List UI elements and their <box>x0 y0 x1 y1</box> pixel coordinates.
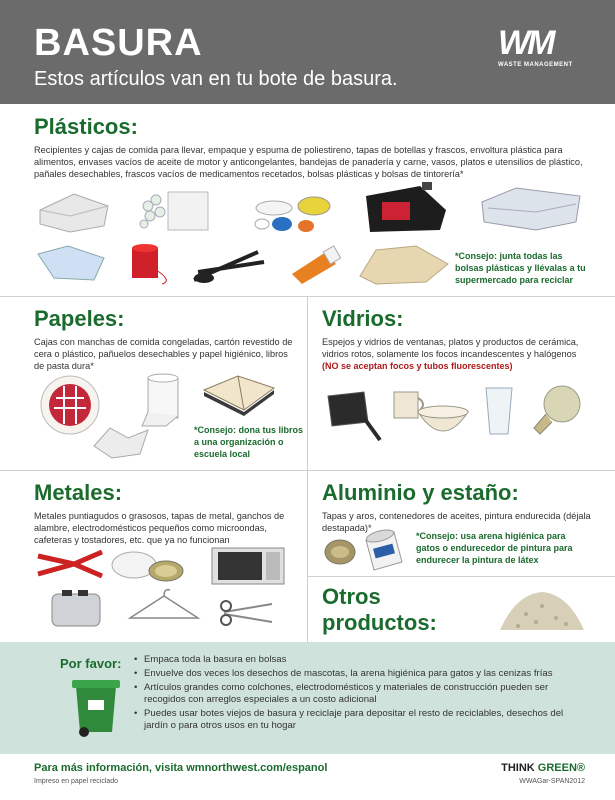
waste-management-logo <box>498 26 586 72</box>
section-plasticos <box>34 114 584 180</box>
por-favor-list <box>134 654 589 734</box>
tissue-image <box>90 420 154 460</box>
page-title: BASURA <box>34 22 203 64</box>
pliers-image <box>34 546 106 580</box>
section-metales <box>34 480 294 546</box>
vidrios-title: Vidrios: <box>322 306 404 331</box>
more-info-link[interactable]: Para más información, visita wmnorthwest.com/espanol <box>34 762 328 774</box>
paint-can-image <box>360 528 408 574</box>
wm-logo-tag: WASTE MANAGEMENT <box>498 62 573 68</box>
list-item: • Artículos grandes como colchones, electrodomésticos y materiales de construcción pueden ser recogidos con arreglos especiales a un costo adicional <box>134 682 589 706</box>
header-banner <box>0 0 615 104</box>
tin-lid-image <box>320 534 362 570</box>
metales-desc: Metales puntiagudos o grasosos, tapas de metal, ganchos de alambre, electrodomésticos pequeños como microondas, cafeteras y tostadores, etc. que ya no funcionan <box>34 511 285 545</box>
plastic-clamshell-image <box>476 182 586 234</box>
list-item: • Puedes usar botes viejos de basura y reciclaje para depositar el resto de reciclables, desechos del jardín o para otros usos en tu hogar <box>134 708 589 732</box>
plastic-utensils-image <box>188 244 270 286</box>
toaster-image <box>48 586 104 630</box>
wire-hanger-image <box>126 586 202 624</box>
mirror-image <box>320 388 384 446</box>
aluminio-tip: *Consejo: usa arena higiénica para gatos o endurecedor de pintura para endurecer la pintura de látex <box>416 531 573 565</box>
foam-container-image <box>34 186 114 236</box>
page-subtitle: Estos artículos van en tu bote de basura. <box>34 68 398 90</box>
divider <box>307 296 308 642</box>
plasticos-title: Plásticos: <box>34 114 138 139</box>
trash-cart-image <box>66 676 126 738</box>
vidrios-desc: Espejos y vidrios de ventanas, platos y productos de cerámica, vidrios rotos, solamente los focos incandescentes y halógenos <box>322 337 579 359</box>
plastic-cup-ribbon-image <box>126 240 176 286</box>
prescription-bottle-image <box>286 244 342 286</box>
think-green-think: THINK <box>501 762 538 774</box>
papeles-title: Papeles: <box>34 306 125 331</box>
microwave-image <box>210 544 286 586</box>
divider <box>0 470 615 471</box>
plasticos-tip: *Consejo: junta todas las bolsas plásticas y llévalas a tu supermercado para reciclar <box>455 251 586 285</box>
section-vidrios <box>322 306 592 372</box>
form-code: WWAGar-SPAN2012 <box>519 778 585 785</box>
think-green-green: GREEN <box>537 762 577 774</box>
motor-oil-jug-image <box>360 180 455 236</box>
plasticos-desc: Recipientes y cajas de comida para llevar, empaque y espuma de poliestireno, tapas de botellas y frascos, envoltura plástica para alimentos, envases vacíos de aceite de motor y anticongelantes, bandejas de panadería y carne, vasos, platos e utensilios de plástico, pañales desechables, frascos vacíos de medicamentos recetados, bolsas plásticas y bolsas de tintorería* <box>34 145 583 179</box>
can-lid-image <box>146 558 186 584</box>
divider <box>308 576 615 577</box>
styrofoam-packing-image <box>136 186 216 236</box>
list-item: • Empaca toda la basura en bolsas <box>134 654 589 666</box>
papeles-desc: Cajas con manchas de comida congeladas, cartón revestido de cera o plástico, pañuelos desechables y papel higiénico, libros de pasta dura* <box>34 337 293 371</box>
papeles-tip: *Consejo: dona tus libros a una organización o escuela local <box>194 425 304 459</box>
section-aluminio <box>322 480 592 534</box>
metales-title: Metales: <box>34 480 123 505</box>
list-item: • Envuelve dos veces los desechos de mascotas, la arena higiénica para gatos y las cenizas frías <box>134 668 589 680</box>
por-favor-title: Por favor: <box>60 656 122 671</box>
think-green-logo <box>501 762 585 774</box>
aluminio-title: Aluminio y estaño: <box>322 480 519 505</box>
plastic-bag-image <box>356 242 452 286</box>
hardcover-book-image <box>200 366 278 416</box>
drinking-glass-image <box>482 384 516 440</box>
cat-litter-image <box>496 588 588 636</box>
printed-note: Impreso en papel reciclado <box>34 778 119 785</box>
bottle-caps-image <box>248 186 338 236</box>
wm-logo-mark: WM <box>498 24 553 62</box>
disposable-diaper-image <box>34 242 109 284</box>
vidrios-warning: (NO se aceptan focos y tubos fluorescentes) <box>322 361 513 371</box>
think-green-mark: ® <box>576 762 585 774</box>
light-bulb-image <box>524 382 586 442</box>
otros-title: Otros productos: <box>322 584 437 635</box>
scissors-image <box>218 598 278 628</box>
ceramic-bowl-image <box>414 402 472 444</box>
section-papeles <box>34 306 300 372</box>
aluminio-desc: Tapas y aros, contenedores de aceites, pintura endurecida (déjala destapada)* <box>322 511 591 533</box>
